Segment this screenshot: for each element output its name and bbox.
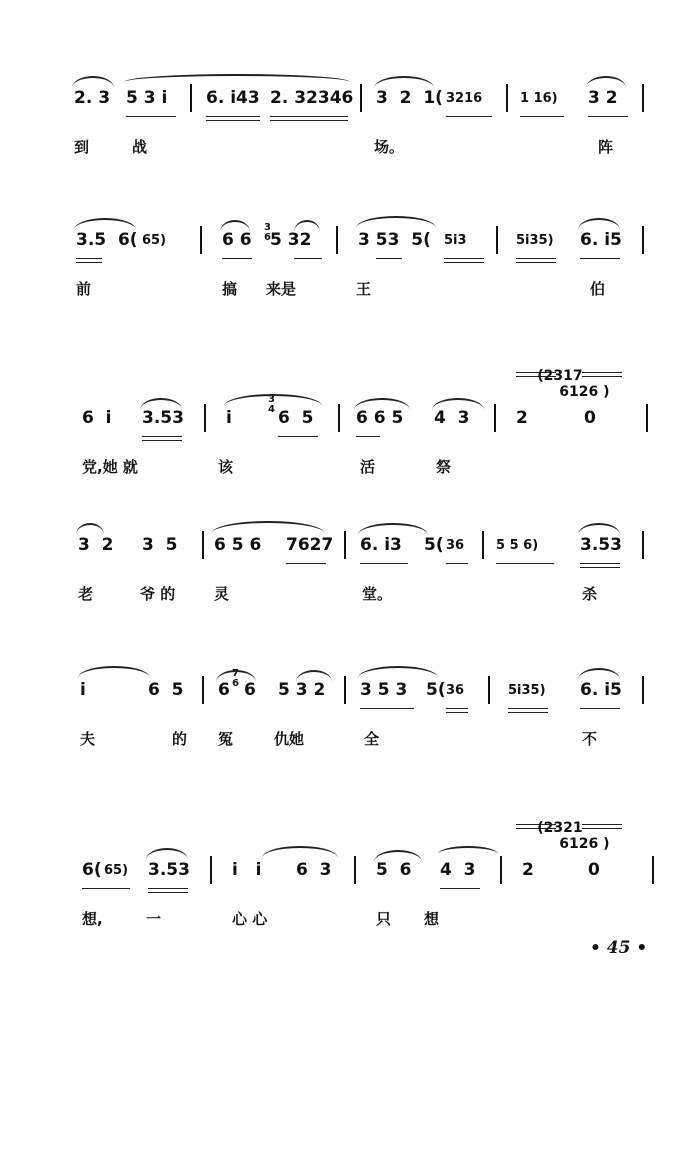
underline [516,828,556,829]
barline [642,676,644,704]
underline [520,116,564,117]
underline [76,262,102,263]
underline [446,712,468,713]
note-group: i i [232,860,262,880]
underline [446,708,468,709]
note-group: 6 3 [296,860,332,880]
note-group: i [226,408,232,428]
underline [142,440,182,441]
score-system-4 [0,535,690,685]
notation-row [0,408,690,432]
barline [500,856,502,884]
barline [642,531,644,559]
underline [278,436,318,437]
barline [488,676,490,704]
note-group: 5( [424,535,444,555]
lyric: 的 [172,730,188,748]
slur [374,850,422,862]
note-group: 2. 3 [74,88,111,108]
underline [516,372,556,373]
underline [588,116,628,117]
lyric: 夫 [80,730,96,748]
underline [516,824,556,825]
barline [646,404,648,432]
notation-row [0,230,690,254]
lyric: 到 [74,138,90,156]
slur [438,846,498,854]
note-group: 6( [82,860,102,880]
slur [354,398,410,410]
grace-note: 7 [232,668,239,679]
underline [294,258,322,259]
underline [580,258,620,259]
lyric: 想, [82,910,103,928]
lyrics-row [0,456,690,478]
underline [582,376,622,377]
notation-row [0,860,690,884]
underline [508,712,548,713]
lyrics-row [0,908,690,930]
slur [140,398,182,410]
note-group: 36 [446,538,465,553]
lyric: 冤 [218,730,234,748]
note-group: 0 [588,860,600,880]
note-group: 5i35) [516,233,554,248]
note-group: i [80,680,86,700]
lyrics-row [0,278,690,300]
lyric: 场。 [374,138,405,156]
underline [270,116,348,117]
underline [446,563,468,564]
lyrics-row [0,583,690,605]
lyric: 灵 [214,585,230,603]
note-group: 2 [516,408,528,428]
barline [338,404,340,432]
note-group: 2. 32346 [270,88,354,108]
underline [206,120,260,121]
note-group: 5 6 [376,860,412,880]
notation-row [0,680,690,704]
underline [148,888,188,889]
note-group: 3 2 [588,88,618,108]
lyric: 祭 [436,458,452,476]
note-group: 6 5 [278,408,314,428]
grace-note: 4 [268,404,275,415]
lyric: 老 [78,585,94,603]
note-group: 5 3 i [126,88,168,108]
underline [270,120,348,121]
note-group: 3 53 5( [358,230,431,250]
notation-row [0,535,690,559]
note-group: 7627 [286,535,334,555]
underline [444,262,484,263]
lyric: 堂。 [362,585,393,603]
note-group: 6 [244,680,256,700]
note-group: 3.53 [148,860,190,880]
underline [580,563,620,564]
lyric: 活 [360,458,376,476]
interlude-notes: (2321 [537,820,583,836]
lyric: 前 [76,280,92,298]
page-number: • 45 • [590,938,648,958]
lyric: 仇她 [274,730,305,748]
note-group: 3 5 [142,535,178,555]
underline [582,372,622,373]
underline [142,436,182,437]
slur [72,76,114,88]
lyric: 搞 [222,280,238,298]
note-group: 6. i5 [580,680,622,700]
barline [642,226,644,254]
barline [202,676,204,704]
underline [82,888,130,889]
underline [206,116,260,117]
notation-row [0,88,690,112]
note-group: 6. i43 [206,88,260,108]
note-group: 4 3 [440,860,476,880]
note-group: 3.53 [580,535,622,555]
barline [360,84,362,112]
slur [146,848,188,860]
barline [210,856,212,884]
barline [204,404,206,432]
note-group: 5 5 6) [496,538,539,553]
underline [286,563,326,564]
barline [190,84,192,112]
note-group: 3216 [446,91,483,106]
lyric: 杀 [582,585,598,603]
note-group: 5( [426,680,446,700]
lyric: 来是 [266,280,297,298]
underline [516,376,556,377]
underline [446,116,492,117]
barline [642,84,644,112]
grace-note: 3 [264,222,271,233]
underline [376,258,402,259]
note-group: 6 i [82,408,112,428]
interlude-notes: 6126 ) [559,836,610,852]
lyric: 全 [364,730,380,748]
underline [76,258,102,259]
interlude-notes: 6126 ) [559,384,610,400]
lyric: 想 [424,910,440,928]
lyric: 心 心 [232,910,268,928]
lyric: 一 [146,910,162,928]
grace-note: 6 [264,232,271,243]
note-group: 1 16) [520,91,558,106]
lyrics-row [0,728,690,750]
note-group: 3 2 1( [376,88,443,108]
note-group: 6 5 6 [214,535,262,555]
barline [354,856,356,884]
underline [444,258,484,259]
lyric: 党,她 就 [82,458,138,476]
underline [440,888,480,889]
lyric: 只 [376,910,392,928]
lyric: 王 [356,280,372,298]
score-system-6 [0,820,690,1010]
barline [482,531,484,559]
underline [582,824,622,825]
note-group: 6. i5 [580,230,622,250]
underline [222,258,252,259]
note-group: 65) [104,863,129,878]
note-group: 3 2 [78,535,114,555]
underline [126,116,176,117]
note-group: 3.5 6( [76,230,138,250]
slur [224,394,322,406]
note-group: 4 3 [434,408,470,428]
barline [652,856,654,884]
note-group: 65) [142,233,167,248]
note-group: 6 6 [222,230,252,250]
barline [202,531,204,559]
note-group: 3.53 [142,408,184,428]
barline [344,531,346,559]
note-group: 5 32 [270,230,312,250]
barline [494,404,496,432]
note-group: 36 [446,683,465,698]
note-group: 6. i3 [360,535,402,555]
underline [360,563,408,564]
slur [262,846,338,858]
note-group: 2 [522,860,534,880]
underline [580,708,620,709]
underline [360,708,414,709]
lyric: 爷 的 [140,585,176,603]
underline [496,563,554,564]
note-group: 6 5 [148,680,184,700]
grace-note: 3 [268,394,275,405]
barline [200,226,202,254]
underline [580,567,620,568]
lyric: 伯 [590,280,606,298]
barline [496,226,498,254]
lyric: 阵 [598,138,614,156]
underline [508,708,548,709]
note-group: 5i35) [508,683,546,698]
slur [124,74,350,82]
score-system-1 [0,88,690,238]
underline [582,828,622,829]
underline [516,258,556,259]
underline [356,436,380,437]
note-group: 5i3 [444,233,467,248]
underline [516,262,556,263]
note-group: 6 [218,680,230,700]
grace-note: 6 [232,678,239,689]
slur [586,76,626,88]
interlude-notes: (2317 [537,368,583,384]
note-group: 5 3 2 [278,680,326,700]
slur [374,76,434,88]
lyric: 战 [132,138,148,156]
barline [336,226,338,254]
lyric: 不 [582,730,598,748]
barline [506,84,508,112]
lyric: 该 [218,458,234,476]
lyrics-row [0,136,690,158]
note-group: 0 [584,408,596,428]
barline [344,676,346,704]
note-group: 3 5 3 [360,680,408,700]
underline [148,892,188,893]
note-group: 6 6 5 [356,408,404,428]
slur [432,398,484,410]
